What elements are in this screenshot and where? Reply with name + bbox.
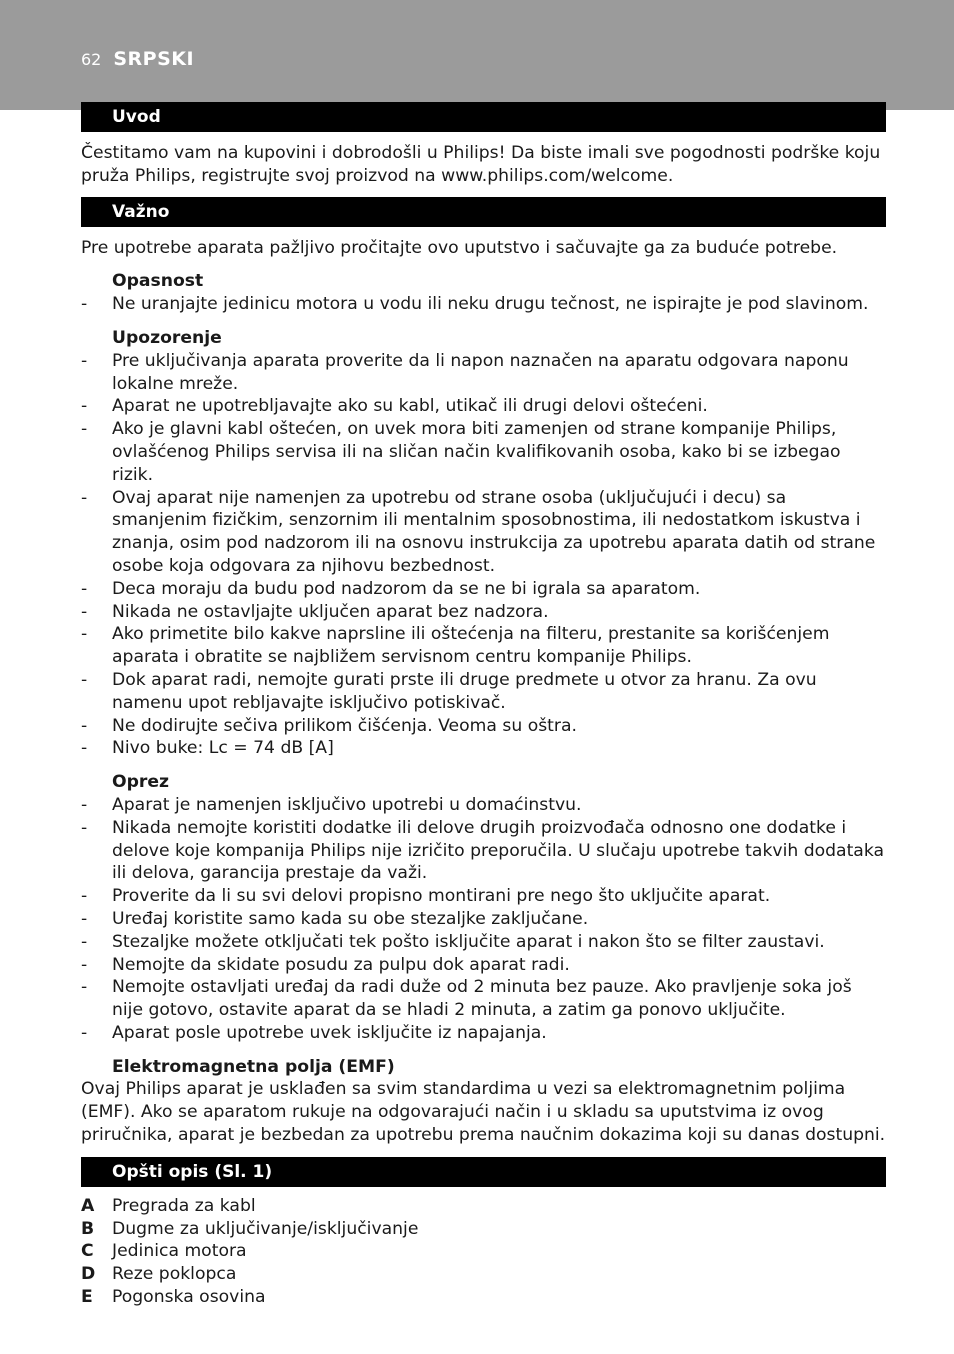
list-item: - Nikada nemojte koristiti dodatke ili delove drugih proizvođača odnosno one dodatke i delove koje kompanija Philips nije izričito preporučila. U slučaju upotrebe takvih dodataka ili delova, garancija prestaje da važi.	[81, 817, 885, 884]
vazno-intro: Pre upotrebe aparata pažljivo pročitajte ovo uputstvo i sačuvajte ga za buduće potrebe.	[81, 237, 838, 258]
list-item: - Stezaljke možete otključati tek pošto isključite aparat i nakon što se filter zaustavi.	[81, 931, 825, 952]
list-item: - Deca moraju da budu pod nadzorom da se ne bi igrala sa aparatom.	[81, 578, 701, 599]
page-header	[81, 48, 194, 70]
parts-list	[81, 1195, 886, 1309]
list-item: D Reze poklopca	[81, 1264, 237, 1285]
list-item: - Ovaj aparat nije namenjen za upotrebu od strane osoba (uključujući i decu) sa smanjenim fizičkim, senzornim ili mentalnim sposobnostima, ili nedostatkom iskustva i znanja, osim pod nadzorom ili na osnovu instrukcija za upotrebu aparata datih od strane osobe koja odgovara za njihovu bezbednost.	[81, 487, 876, 576]
language-label: SRPSKI	[113, 48, 195, 70]
list-item: - Nemojte da skidate posudu za pulpu dok aparat radi.	[81, 954, 570, 975]
list-item: - Nikada ne ostavljajte uključen aparat bez nadzora.	[81, 601, 549, 622]
subheading-oprez: Oprez	[112, 772, 170, 793]
section-heading-uvod: Uvod	[81, 102, 886, 132]
list-item: B Dugme za uključivanje/isključivanje	[81, 1218, 419, 1239]
section-heading-vazno: Važno	[81, 197, 886, 227]
list-item: - Pre uključivanja aparata proverite da li napon naznačen na aparatu odgovara naponu lokalne mreže.	[81, 350, 849, 394]
subheading-opasnost: Opasnost	[112, 271, 204, 292]
emf-text: Ovaj Philips aparat je usklađen sa svim standardima u vezi sa elektromagnetnim poljima (EMF). Ako se aparatom rukuje na odgovarajući način i u skladu sa uputstvima iz ovog priručnika, aparat je bezbedan za upotrebu prema naučnim dokazima koji su danas dostupni.	[81, 1079, 886, 1146]
list-item: - Proverite da li su svi delovi propisno montirani pre nego što uključite aparat.	[81, 886, 771, 907]
page-number: 62	[81, 50, 102, 69]
list-item: - Aparat ne upotrebljavajte ako su kabl, utikač ili drugi delovi oštećeni.	[81, 396, 708, 417]
list-item: - Ako je glavni kabl oštećen, on uvek mora biti zamenjen od strane kompanije Philips, ovlašćenog Philips servisa ili na sličan način kvalifikovanih osoba, kako bi se izbegao rizik.	[81, 419, 841, 485]
list-item: - Ne uranjajte jedinicu motora u vodu ili neku drugu tečnost, ne ispirajte je pod slavinom.	[81, 294, 869, 315]
page-content	[81, 102, 886, 1309]
list-item: - Aparat je namenjen isključivo upotrebi u domaćinstvu.	[81, 794, 582, 815]
list-item: - Dok aparat radi, nemojte gurati prste ili druge predmete u otvor za hranu. Za ovu namenu upot rebljavajte isključivo potiskivač.	[81, 669, 817, 713]
list-item: E Pogonska osovina	[81, 1287, 266, 1308]
uvod-text: Čestitamo vam na kupovini i dobrodošli u Philips! Da biste imali sve pogodnosti podrške koju pruža Philips, registrujte svoj proizvod na www.philips.com/welcome.	[81, 143, 881, 186]
subheading-upozorenje: Upozorenje	[112, 327, 222, 348]
oprez-list	[81, 794, 886, 1045]
list-item: - Aparat posle upotrebe uvek isključite iz napajanja.	[81, 1022, 547, 1043]
list-item: - Ne dodirujte sečiva prilikom čišćenja. Veoma su oštra.	[81, 715, 577, 736]
section-heading-opis: Opšti opis (Sl. 1)	[81, 1157, 886, 1187]
opasnost-list	[81, 293, 886, 316]
list-item: - Nemojte ostavljati uređaj da radi duže od 2 minuta bez pauze. Ako pravljenje soka još nije gotovo, ostavite aparat da se hladi 2 minuta, a zatim ga ponovo uključite.	[81, 977, 852, 1021]
list-item: - Nivo buke: Lc = 74 dB [A]	[81, 738, 334, 759]
list-item: C Jedinica motora	[81, 1241, 247, 1262]
list-item: - Uređaj koristite samo kada su obe stezaljke zaključane.	[81, 908, 589, 929]
subheading-emf: Elektromagnetna polja (EMF)	[112, 1056, 395, 1077]
list-item: A Pregrada za kabl	[81, 1195, 256, 1216]
upozorenje-list	[81, 350, 886, 760]
list-item: - Ako primetite bilo kakve naprsline ili oštećenja na filteru, prestanite sa korišćenjem aparata i obratite se najbližem servisnom centru kompanije Philips.	[81, 624, 830, 668]
